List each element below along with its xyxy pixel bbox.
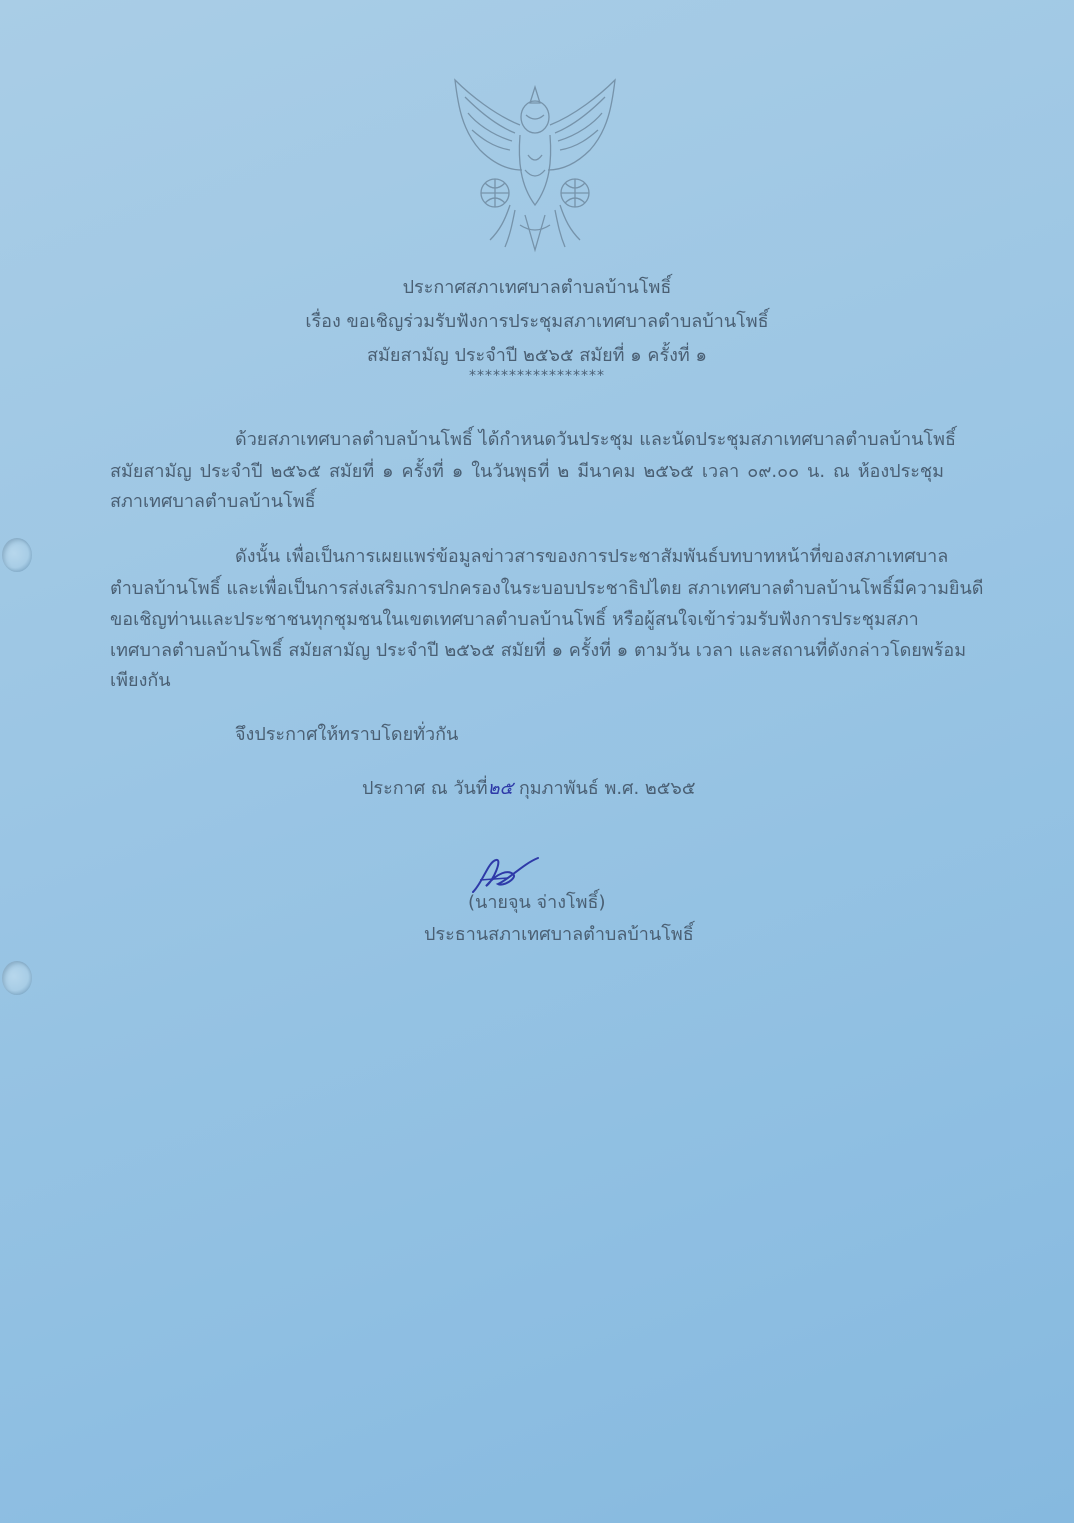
date-line	[362, 773, 695, 802]
paragraph-1-line-1: ด้วยสภาเทศบาลตำบลบ้านโพธิ์ ได้กำหนดวันประชุม และนัดประชุมสภาเทศบาลตำบลบ้านโพธิ์	[235, 429, 956, 450]
announcement-subject: เรื่อง ขอเชิญร่วมรับฟังการประชุมสภาเทศบาลตำบลบ้านโพธิ์	[305, 311, 769, 332]
punch-hole-top	[2, 538, 32, 572]
announcement-title: ประกาศสภาเทศบาลตำบลบ้านโพธิ์	[402, 277, 672, 298]
signer-position: ประธานสภาเทศบาลตำบลบ้านโพธิ์	[424, 924, 694, 945]
signer-name: (นายจุน จ่างโพธิ์)	[468, 892, 606, 913]
paragraph-1-line-3: สภาเทศบาลตำบลบ้านโพธิ์	[110, 491, 316, 512]
paragraph-2-line-4: เทศบาลตำบลบ้านโพธิ์ สมัยสามัญ ประจำปี ๒๕๖๕ สมัยที่ ๑ ครั้งที่ ๑ ตามวัน เวลา และสถานที่ดังกล่าวโดยพร้อม	[110, 640, 967, 661]
closing-statement: จึงประกาศให้ทราบโดยทั่วกัน	[235, 724, 459, 745]
announcement-session: สมัยสามัญ ประจำปี ๒๕๖๕ สมัยที่ ๑ ครั้งที่ ๑	[367, 345, 707, 366]
date-prefix: ประกาศ ณ วันที่	[362, 778, 488, 799]
punch-hole-bottom	[2, 961, 32, 995]
separator-stars: *****************	[469, 368, 605, 384]
date-suffix: กุมภาพันธ์ พ.ศ. ๒๕๖๕	[518, 778, 696, 799]
paragraph-2-line-1: ดังนั้น เพื่อเป็นการเผยแพร่ข้อมูลข่าวสารของการประชาสัมพันธ์บทบาทหน้าที่ของสภาเทศบาล	[235, 546, 949, 567]
paragraph-1-line-2: สมัยสามัญ ประจำปี ๒๕๖๕ สมัยที่ ๑ ครั้งที่ ๑ ในวันพุธที่ ๒ มีนาคม ๒๕๖๕ เวลา ๐๙.๐๐ น. ณ ห้องประชุม	[110, 461, 944, 482]
paragraph-2-line-5: เพียงกัน	[110, 670, 171, 691]
handwritten-day: ๒๕	[487, 778, 514, 799]
paragraph-2-line-2: ตำบลบ้านโพธิ์ และเพื่อเป็นการส่งเสริมการปกครองในระบอบประชาธิปไตย สภาเทศบาลตำบลบ้านโพธิ์มีความยินดี	[110, 578, 984, 599]
garuda-emblem-icon	[440, 75, 630, 255]
paragraph-2-line-3: ขอเชิญท่านและประชาชนทุกชุมชนในเขตเทศบาลตำบลบ้านโพธิ์ หรือผู้สนใจเข้าร่วมรับฟังการประชุมสภา	[110, 609, 919, 630]
